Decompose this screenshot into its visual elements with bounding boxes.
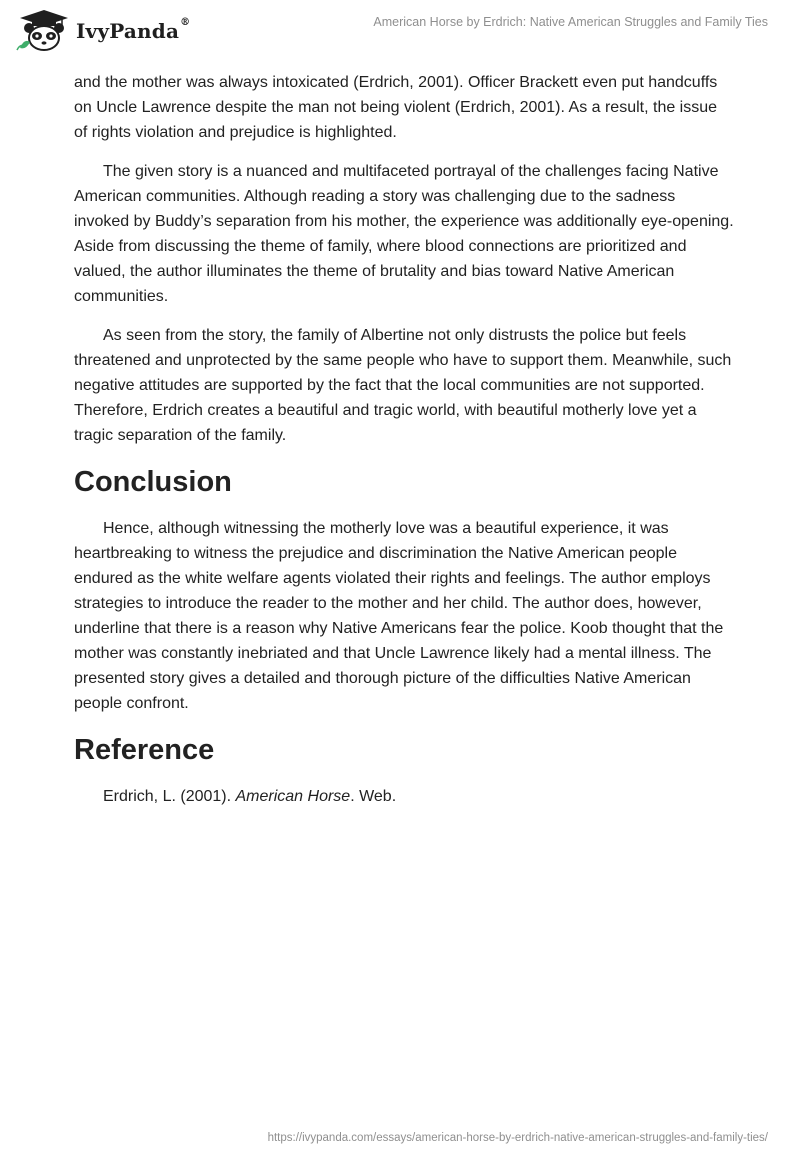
- conclusion-heading: Conclusion: [74, 466, 232, 498]
- ivypanda-logo[interactable]: [14, 8, 194, 52]
- document-title: American Horse by Erdrich: Native American Struggles and Family Ties: [373, 15, 768, 29]
- essay-content: [74, 70, 734, 809]
- body-paragraph-3: As seen from the story, the family of Albertine not only distrusts the police but feels threatened and unprotected by the same people who have to support them. Meanwhile, such negative attitudes are supported by the fact that the local communities are not supported. Therefore, Erdrich creates a beautiful and tragic world, with beautiful motherly love yet a tragic separation of the family.: [74, 327, 732, 444]
- conclusion-paragraph: Hence, although witnessing the motherly love was a beautiful experience, it was heartbreaking to witness the prejudice and discrimination the Native American people endured as the white welfare agents violated their rights and feelings. The author employs strategies to introduce the reader to the mother and her child. The author does, however, underline that there is a reason why Native Americans fear the police. Koob thought that the mother was constantly inebriated and that Uncle Lawrence likely had a mental illness. The presented story gives a detailed and thorough picture of the difficulties Native American people confront.: [74, 520, 724, 712]
- reference-entry: [74, 784, 734, 809]
- reference-author: Erdrich, L. (2001).: [103, 788, 236, 805]
- reference-title: American Horse: [235, 788, 351, 805]
- page-header: [0, 0, 800, 60]
- reference-suffix: . Web.: [350, 788, 397, 805]
- body-paragraph-2: The given story is a nuanced and multifaceted portrayal of the challenges facing Native American communities. Although reading a story was challenging due to the sadness invoked by Buddy’s separation from his mother, the experience was additionally eye-opening. Aside from discussing the theme of family, where blood connections are prioritized and valued, the author illuminates the theme of brutality and bias toward Native American communities.: [74, 163, 734, 305]
- body-paragraph-1: and the mother was always intoxicated (Erdrich, 2001). Officer Brackett even put handcuffs on Uncle Lawrence despite the man not being violent (Erdrich, 2001). As a result, the issue of rights violation and prejudice is highlighted.: [74, 74, 718, 141]
- reference-heading: Reference: [74, 734, 215, 766]
- footer-url[interactable]: https://ivypanda.com/essays/american-horse-by-erdrich-native-american-struggles-and-family-ties/: [267, 1132, 768, 1144]
- registered-mark: ®: [180, 17, 191, 28]
- brand-name: IvyPanda®: [76, 17, 191, 43]
- panda-graduate-icon: [14, 8, 74, 52]
